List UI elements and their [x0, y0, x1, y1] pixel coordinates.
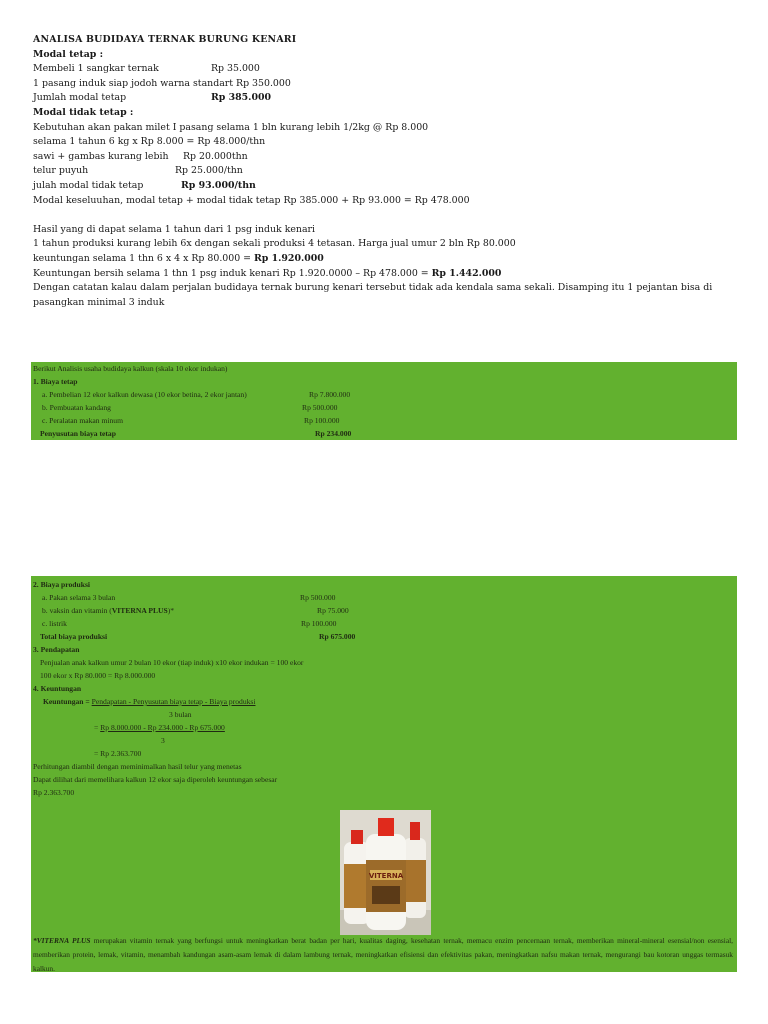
doc-line	[33, 164, 733, 179]
cost-item-text: )*	[167, 606, 175, 615]
doc-line: 1 pasang induk siap jodoh warna standart Rp 350.000	[33, 77, 291, 89]
cost-value: Rp 100.000	[301, 619, 337, 628]
income-line: 100 ekor x Rp 80.000 = Rp 8.000.000	[40, 671, 156, 680]
doc-line: Hasil yang di dapat selama 1 tahun dari 1 psg induk kenari	[33, 223, 316, 235]
spacer	[33, 208, 733, 223]
bottles-image	[340, 810, 431, 935]
kalkun-intro: Berikut Analisis usaha budidaya kalkun (skala 10 ekor indukan)	[33, 364, 228, 373]
biaya-tetap-heading: 1. Biaya tetap	[33, 377, 78, 386]
line-item: telur puyuh	[33, 165, 89, 177]
equals-sign: =	[94, 723, 101, 732]
cost-item: a. Pembelian 12 ekor kalkun dewasa (10 ekor betina, 2 ekor jantan)	[42, 390, 247, 399]
cost-value: Rp 7.800.000	[309, 390, 351, 399]
bottle-label: VITERNA	[368, 872, 404, 880]
doc-line	[33, 267, 733, 282]
viterna-brand: *VITERNA PLUS	[33, 936, 91, 945]
profit-result: = Rp 2.363.700	[94, 749, 142, 758]
profit-label: Keuntungan =	[43, 697, 92, 706]
cost-total-value: Rp 675.000	[319, 632, 356, 641]
cost-value: Rp 100.000	[304, 416, 340, 425]
doc-line	[33, 62, 733, 77]
doc-line	[33, 179, 733, 194]
biaya-produksi-heading: 2. Biaya produksi	[33, 580, 91, 589]
cost-item: b. Pembuatan kandang	[42, 403, 111, 412]
line-value: Rp 25.000/thn	[175, 165, 243, 177]
cost-item-text: b. vaksin dan vitamin (	[42, 606, 112, 615]
cost-item	[42, 604, 174, 617]
line-value: Rp 35.000	[211, 63, 260, 75]
profit-numerator-2: Rp 8.000.000 - Rp 234.000 - Rp 675.000	[100, 723, 225, 732]
doc-line	[33, 150, 733, 165]
line-value: Rp 385.000	[211, 92, 272, 104]
doc-title: ANALISA BUDIDAYA TERNAK BURUNG KENARI	[33, 34, 297, 45]
doc-line: Modal keseluuhan, modal tetap + modal tidak tetap Rp 385.000 + Rp 93.000 = Rp 478.000	[33, 194, 470, 206]
cost-item: c. listrik	[42, 619, 67, 628]
line-item: sawi + gambas kurang lebih	[33, 150, 169, 162]
cost-value: Rp 500.000	[302, 403, 338, 412]
doc-note: Dengan catatan kalau dalam perjalan budidaya ternak burung kenari tersebut tidak ada kendala sama sekali. Disamping itu 1 pejantan bisa di pasangkan minimal 3 induk	[33, 282, 713, 308]
doc-line: Kebutuhan akan pakan milet I pasang selama 1 bln kurang lebih 1/2kg @ Rp 8.000	[33, 121, 429, 133]
modal-tetap-heading: Modal tetap :	[33, 48, 104, 60]
keuntungan-heading: 4. Keuntungan	[33, 684, 82, 693]
doc-line: selama 1 tahun 6 kg x Rp 8.000 = Rp 48.000/thn	[33, 136, 266, 148]
note-line: Rp 2.363.700	[33, 788, 75, 797]
kenari-analysis	[33, 33, 733, 310]
viterna-product-photo	[340, 810, 431, 935]
line-value: Rp 20.000thn	[183, 150, 248, 162]
line-value: Rp 1.920.000	[254, 252, 324, 264]
line-value: Rp 93.000/thn	[181, 179, 256, 191]
line-item: Jumlah modal tetap	[33, 92, 127, 104]
cost-value: Rp 500.000	[300, 593, 336, 602]
cost-item: c. Peralatan makan minum	[42, 416, 123, 425]
note-line: Perhitungan diambil dengan meminimalkan hasil telur yang menetas	[33, 762, 242, 771]
line-text: keuntungan selama 1 thn 6 x 4 x Rp 80.000 =	[33, 252, 255, 264]
cost-value: Rp 75.000	[317, 606, 349, 615]
doc-line	[33, 252, 733, 267]
doc-line: 1 tahun produksi kurang lebih 6x dengan sekali produksi 4 tetasan. Harga jual umur 2 bln Rp 80.000	[33, 238, 516, 250]
kalkun-fixed-cost-block	[31, 362, 737, 440]
line-item: Membeli 1 sangkar ternak	[33, 63, 159, 75]
profit-formula	[43, 695, 256, 708]
viterna-brand: VITERNA PLUS	[111, 606, 168, 615]
profit-denominator-2: 3	[161, 736, 165, 745]
pendapatan-heading: 3. Pendapatan	[33, 645, 80, 654]
line-item: julah modal tidak tetap	[33, 179, 144, 191]
profit-formula-2	[94, 721, 225, 734]
income-line: Penjualan anak kalkun umur 2 bulan 10 ekor (tiap induk) x10 ekor indukan = 100 ekor	[40, 658, 304, 667]
line-value: Rp 1.442.000	[431, 267, 502, 279]
profit-denominator: 3 bulan	[169, 710, 192, 719]
cost-item: a. Pakan selama 3 bulan	[42, 593, 116, 602]
doc-line	[33, 91, 733, 106]
note-line: Dapat dilihat dari memelihara kalkun 12 ekor saja diperoleh keuntungan sebesar	[33, 775, 278, 784]
viterna-description	[33, 934, 733, 976]
profit-numerator: Pendapatan - Penyusutan biaya tetap - Biaya produksi	[91, 697, 256, 706]
line-text: Keuntungan bersih selama 1 thn 1 psg induk kenari Rp 1.920.0000 – Rp 478.000 =	[33, 267, 432, 279]
viterna-description-text: merupakan vitamin ternak yang berfungsi untuk meningkatkan berat badan per hari, kualitas daging, kesehatan ternak, memacu enzim pencernaan ternak, memberikan mineral-mineral esensial/non esensial, memberikan protein, lemak, vitamin, menambah kandungan asam-asam lemak di dalam lambung ternak, meningkatkan efisiensi dan efektivitas pakan, meningkatkan nafsu makan ternak, mengurangi bau kotoran unggas termasuk kalkun.	[33, 936, 733, 973]
cost-total-item: Total biaya produksi	[40, 632, 108, 641]
cost-total-item: Penyusutan biaya tetap	[40, 429, 116, 438]
modal-tidak-tetap-heading: Modal tidak tetap :	[33, 106, 134, 118]
cost-total-value: Rp 234.000	[315, 429, 352, 438]
